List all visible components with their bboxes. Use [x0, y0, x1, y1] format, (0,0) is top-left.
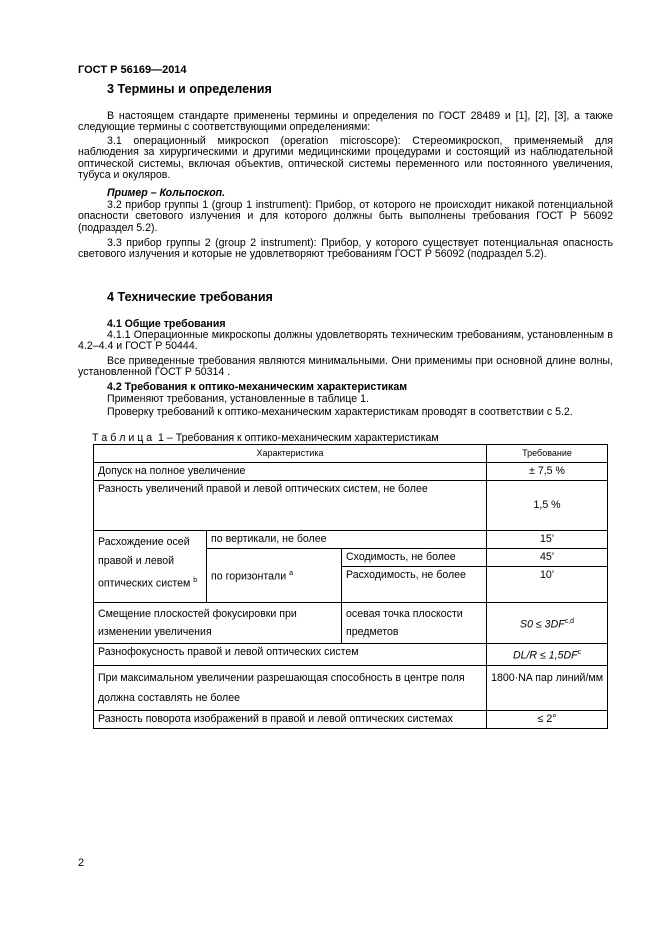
requirements-table: [93, 444, 608, 729]
row-3-divergence-requirement: 10’: [487, 567, 608, 603]
term-3-2: 3.2 прибор группы 1 (group 1 instrument): Прибор, от которого не происходит никакой потенциальной опасности светового излучения и для которого должны быть выполнены требования ГОСТ Р 56092 (подраздел 5.2).: [78, 199, 613, 234]
row-3-convergence: Сходимость, не более: [342, 549, 487, 567]
row-4-requirement-formula: S0 ≤ 3DF: [520, 618, 565, 631]
row-5-requirement-formula: DL/R ≤ 1,5DF: [512, 649, 578, 662]
row-4-subcharacteristic: осевая точка плоскости предметов: [342, 603, 487, 644]
column-header-requirement: Требование: [487, 445, 608, 463]
row-3-characteristic-text: Расхождение осей правой и левой оптических систем: [98, 536, 191, 590]
row-2-requirement: 1,5 %: [487, 481, 608, 531]
row-3-vertical: по вертикали, не более: [207, 531, 487, 549]
table-row: [94, 531, 608, 549]
section-3-title: 3 Термины и определения: [107, 82, 272, 96]
subsection-4-2-title: 4.2 Требования к оптико-механическим характеристикам: [107, 381, 408, 393]
row-5-characteristic: Разнофокусность правой и левой оптических систем: [94, 644, 487, 666]
subsection-4-1-title: 4.1 Общие требования: [107, 318, 226, 330]
row-7-characteristic: Разность поворота изображений в правой и левой оптических системах: [94, 710, 487, 728]
row-3-convergence-requirement: 45’: [487, 549, 608, 567]
term-3-3: 3.3 прибор группы 2 (group 2 instrument): Прибор, у которого существует потенциальная опасность светового излучения и которые не удовлетворяют требованиям ГОСТ Р 56092 (подраздел 5.2).: [78, 237, 613, 261]
row-5-requirement: [487, 644, 608, 666]
row-4-requirement: [487, 603, 608, 644]
row-7-requirement: ≤ 2°: [487, 710, 608, 728]
row-3-vertical-requirement: 15’: [487, 531, 608, 549]
table-row: [94, 463, 608, 481]
table-row: [94, 481, 608, 531]
row-5-footnote-mark: c: [577, 649, 582, 656]
term-3-1-example: Пример – Кольпоскоп.: [107, 187, 226, 199]
table-caption: Т а б л и ц а 1 – Требования к оптико-механическим характеристикам: [92, 432, 439, 444]
row-2-characteristic: Разность увеличений правой и левой оптических систем, не более: [94, 481, 487, 531]
paragraph-4-2-a: Применяют требования, установленные в таблице 1.: [107, 393, 369, 405]
row-6-characteristic: При максимальном увеличении разрешающая способность в центре поля должна составлять не более: [94, 665, 487, 710]
row-3-footnote-mark: b: [193, 577, 198, 584]
paragraph-4-2-b: Проверку требований к оптико-механическим характеристикам проводят в соответствии с 5.2.: [107, 406, 573, 418]
row-3-horizontal-text: по горизонтали: [211, 570, 287, 583]
page-number: 2: [78, 857, 85, 869]
table-header-row: [94, 445, 608, 463]
section-4-title: 4 Технические требования: [107, 290, 273, 304]
row-3-horizontal: [207, 549, 342, 603]
row-4-footnote-mark: c,d: [564, 617, 575, 625]
table-row: [94, 710, 608, 728]
row-3-horizontal-footnote-mark: a: [289, 570, 293, 578]
row-6-requirement: 1800·NA пар линий/мм: [487, 665, 608, 710]
column-header-characteristic: Характеристика: [94, 445, 487, 463]
table-row: [94, 644, 608, 666]
row-3-divergence: Расходимость, не более: [342, 567, 487, 603]
section-3-intro: В настоящем стандарте применены термины и определения по ГОСТ 28489 и [1], [2], [3], а также следующие термины с соответствующими определениями:: [78, 110, 613, 134]
row-1-requirement: ± 7,5 %: [487, 463, 608, 481]
paragraph-general-requirements: Все приведенные требования являются минимальными. Они применимы при основной длине волны, установленной ГОСТ Р 50314 .: [78, 355, 613, 379]
table-row: [94, 603, 608, 644]
paragraph-4-1-1: 4.1.1 Операционные микроскопы должны удовлетворять техническим требованиям, установленным в 4.2–4.4 и ГОСТ Р 50444.: [78, 329, 613, 353]
row-1-characteristic: Допуск на полное увеличение: [94, 463, 487, 481]
row-4-characteristic: Смещение плоскостей фокусировки при изменении увеличения: [94, 603, 342, 644]
row-3-characteristic: [94, 531, 207, 603]
table-row: [94, 665, 608, 710]
term-3-1: 3.1 операционный микроскоп (operation microscope): Стереомикроскоп, применяемый для наблюдения за хирургическими и другими медицинскими процедурами и состоящий из наблюдательной оптической системы, включая объектив, оптической системы переменного или постоянного увеличения, тубуса и окуляров.: [78, 135, 613, 182]
document-header: ГОСТ Р 56169—2014: [78, 64, 187, 76]
